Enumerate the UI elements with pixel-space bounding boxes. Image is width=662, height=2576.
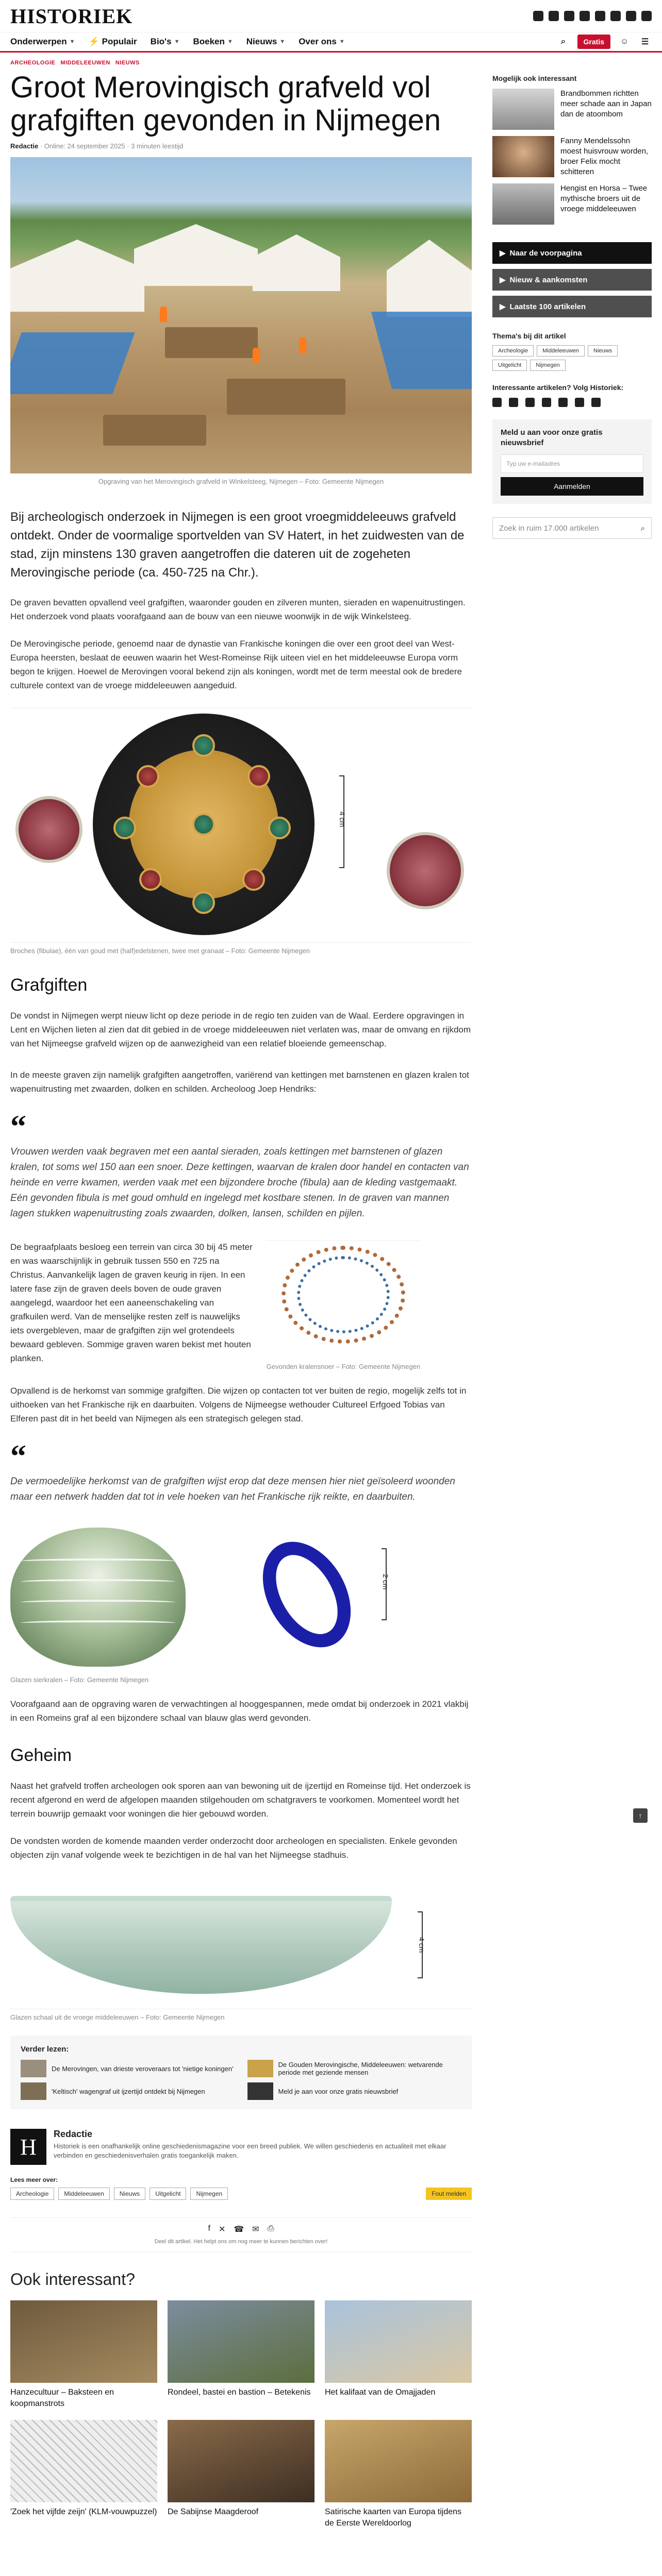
card-title: Satirische kaarten van Europa tijdens de Eerste Wereldoorlog bbox=[325, 2507, 462, 2528]
page-container bbox=[10, 54, 652, 2529]
blue-tarp bbox=[371, 312, 472, 389]
card-image bbox=[325, 2420, 472, 2502]
gold-brooch bbox=[93, 714, 315, 935]
author-name[interactable]: Redactie bbox=[54, 2129, 93, 2139]
email-icon[interactable]: ✉ bbox=[252, 2225, 259, 2234]
further-label: Meld je aan voor onze gratis nieuwsbrief bbox=[278, 2087, 399, 2095]
nav-right bbox=[557, 35, 652, 49]
tiktok-icon[interactable] bbox=[626, 11, 636, 21]
sidebar-article-title: Hengist en Horsa – Twee mythische broers uit de vroege middeleeuwen bbox=[560, 184, 648, 213]
text-with-figure bbox=[10, 1240, 472, 1370]
gem bbox=[139, 868, 162, 891]
pinterest-icon[interactable] bbox=[595, 11, 605, 21]
lightning-icon: ⚡ bbox=[88, 37, 100, 46]
glass-stripe bbox=[21, 1579, 175, 1584]
facebook-icon[interactable] bbox=[492, 398, 502, 407]
nav-over-ons[interactable] bbox=[299, 37, 345, 47]
garnet-brooch bbox=[387, 832, 464, 909]
excavation-tent bbox=[387, 240, 472, 317]
nav-populair[interactable] bbox=[88, 37, 137, 47]
tag-link[interactable]: Nijmegen bbox=[190, 2188, 228, 2200]
paragraph: De vondst in Nijmegen werpt nieuw licht op deze periode in de regio ten zuiden van de Waal. Eerdere opgravingen in Lent en Wijchen lieten al zien dat dit gebied in de vroege middeleeuwen niet verlaten was, maar de omvang en rijkdom van het Nijmeegse grafveld wijzen op de aanwezigheid van een relatief bloeiende gemeenschap. bbox=[10, 1011, 471, 1048]
button-label: Nieuw & aankomsten bbox=[509, 275, 588, 284]
nav-nieuws[interactable] bbox=[246, 37, 285, 47]
author-avatar: H bbox=[10, 2129, 46, 2165]
grave-pit bbox=[103, 415, 206, 446]
sidebar-article[interactable] bbox=[492, 183, 652, 225]
newsletter-email-input[interactable]: Typ uw e-mailadres bbox=[501, 454, 643, 473]
arrow-icon: ▶ bbox=[500, 302, 506, 311]
paragraph: Opvallend is de herkomst van sommige grafgiften. Die wijzen op contacten tot ver buiten de regio, mogelijk zelfs tot in uithoeken van het Frankische rijk en daarbuiten. Volgens de Nijmeegse wethouder Cultureel Erfgoed Tobias van Elferen past dit in het beeld van Nijmegen als een strategisch gelegen stad. bbox=[10, 1386, 467, 1423]
whatsapp-icon[interactable]: ☎ bbox=[234, 2225, 244, 2234]
nav-bios[interactable] bbox=[151, 37, 180, 47]
card-title: Het kalifaat van de Omajjaden bbox=[325, 2388, 436, 2397]
necklace-photo bbox=[266, 1240, 421, 1359]
gem bbox=[113, 817, 136, 839]
main-nav bbox=[0, 32, 662, 53]
nav-label: Boeken bbox=[193, 37, 225, 46]
card-image bbox=[325, 2300, 472, 2383]
chevron-down-icon: ▼ bbox=[279, 39, 286, 45]
further-label: De Merovingen, van drieste veroveraars tot 'nietige koningen' bbox=[52, 2064, 234, 2073]
further-label: 'Keltisch' wagengraf uit ijzertijd ontdekt bij Nijmegen bbox=[52, 2087, 205, 2095]
blockquote: Vrouwen werden vaak begraven met een aantal sieraden, zoals kettingen met barnstenen of glazen kralen, tot soms wel 150 aan een snoer. Deze kettingen, waarvan de kralen door handel en contacten van heinde en verre kwamen, werden vaak met een bijzondere broche (fibula) aan de kleding vastgemaakt. Eén gevonden fibula is met goud omhuld en ingelegd met kostbare stenen. In de graven van mannen lagen stukken wapenuitrusting zoals zwaarden, dolken, lansen, schilden en pijlen. bbox=[10, 1146, 469, 1219]
theme-tag[interactable]: Nieuws bbox=[588, 345, 618, 357]
card-title: Rondeel, bastei en bastion – Betekenis bbox=[168, 2388, 311, 2397]
thumbnail bbox=[21, 2082, 46, 2100]
newsletter-box bbox=[492, 419, 652, 504]
nav-label: Over ons bbox=[299, 37, 337, 46]
print-icon[interactable]: ⎙ bbox=[267, 2224, 274, 2233]
necklace-figure bbox=[266, 1240, 421, 1370]
card-image bbox=[10, 2300, 157, 2383]
sidebar-article-title: Fanny Mendelssohn moest huisvrouw worden, broer Felix mocht schitteren bbox=[560, 137, 649, 176]
share-icons bbox=[10, 2224, 472, 2234]
pinterest-icon[interactable] bbox=[575, 398, 584, 407]
scroll-top-button[interactable]: ↑ bbox=[633, 1808, 648, 1823]
chevron-down-icon: ▼ bbox=[227, 39, 233, 45]
gem bbox=[192, 891, 215, 914]
paragraph: In de meeste graven zijn namelijk grafgiften aangetroffen, variërend van kettingen met barnstenen en glazen kralen tot wapenuitrusting met zwaarden, dolken en schilden. Archeoloog Joep Hendriks: bbox=[10, 1070, 469, 1094]
gem bbox=[247, 765, 270, 788]
linkedin-icon[interactable] bbox=[542, 398, 551, 407]
newsletter-submit-button[interactable]: Aanmelden bbox=[501, 477, 643, 496]
latest-button[interactable] bbox=[492, 296, 652, 317]
search-placeholder: Zoek in ruim 17.000 artikelen bbox=[499, 523, 599, 533]
search-icon[interactable]: ⌕ bbox=[640, 523, 645, 533]
paragraph: Voorafgaand aan de opgraving waren de verwachtingen al hooggespannen, mede omdat bij onderzoek in 2021 vlakbij in een Romeins graf al een bijzondere schaal van blauw glas werd gevonden. bbox=[10, 1699, 469, 1723]
glass-caption: Glazen sierkralen – Foto: Gemeente Nijmegen bbox=[10, 1676, 149, 1684]
brooch-photo bbox=[10, 708, 472, 943]
thumbnail bbox=[21, 2060, 46, 2077]
hero-image bbox=[10, 157, 472, 473]
rss-icon[interactable] bbox=[641, 11, 652, 21]
glass-beads-photo bbox=[10, 1528, 472, 1672]
archaeologist bbox=[253, 348, 260, 363]
article-meta bbox=[10, 142, 472, 150]
read-more-label: Lees meer over: bbox=[10, 2176, 58, 2183]
gem bbox=[137, 765, 159, 788]
facebook-icon[interactable] bbox=[533, 11, 543, 21]
archaeologist bbox=[160, 307, 167, 322]
gem bbox=[268, 817, 291, 839]
garnet-brooch bbox=[15, 796, 82, 863]
menu-icon[interactable]: ☰ bbox=[641, 38, 649, 46]
blue-glass-ring bbox=[245, 1526, 369, 1663]
x-icon[interactable] bbox=[549, 11, 559, 21]
glass-bowl bbox=[10, 1896, 392, 1994]
chevron-down-icon: ▼ bbox=[339, 39, 345, 45]
blue-tarp bbox=[10, 332, 135, 394]
button-label: Laatste 100 artikelen bbox=[509, 302, 586, 311]
related-card[interactable] bbox=[325, 2420, 472, 2529]
new-button[interactable] bbox=[492, 269, 652, 291]
arrow-icon: ▶ bbox=[500, 249, 506, 258]
further-heading: Verder lezen: bbox=[21, 2045, 69, 2054]
grave-pit bbox=[165, 327, 258, 358]
chevron-down-icon: ▼ bbox=[69, 39, 75, 45]
article-main bbox=[10, 54, 472, 2529]
quote-icon: “ bbox=[10, 1109, 26, 1144]
blockquote: De vermoedelijke herkomst van de grafgiften wijst erop dat deze mensen hier niet geïsoleerd woonden maar een netwerk hadden dat tot in vele hoeken van het Frankische rijk reikte, en daarbuiten. bbox=[10, 1476, 455, 1502]
gratis-button[interactable]: Gratis bbox=[577, 35, 610, 49]
further-item[interactable] bbox=[21, 2060, 235, 2077]
chevron-down-icon: ▼ bbox=[174, 39, 180, 45]
nav-label: Bio's bbox=[150, 37, 172, 46]
article-title: Groot Merovingisch grafveld vol grafgiften gevonden in Nijmegen bbox=[10, 71, 441, 137]
gem bbox=[192, 813, 215, 836]
tag-link[interactable]: Uitgelicht bbox=[150, 2188, 186, 2200]
tag-link[interactable]: Archeologie bbox=[10, 2188, 54, 2200]
nav-label: Populair bbox=[102, 37, 137, 46]
paragraph: De vondsten worden de komende maanden verder onderzocht door archeologen en specialisten. Enkele gevonden objecten zijn vanaf volgende week te bezichtigen in de hal van het Nijmeegse stadhuis. bbox=[10, 1836, 457, 1860]
glass-stripe bbox=[21, 1620, 175, 1625]
instagram-icon[interactable] bbox=[525, 398, 535, 407]
category-link[interactable]: ARCHEOLOGIE bbox=[10, 60, 56, 66]
bead-strand bbox=[297, 1256, 390, 1333]
author-box bbox=[10, 2124, 472, 2165]
sidebar-thumbnail bbox=[492, 183, 554, 225]
search-icon[interactable]: ⌕ bbox=[561, 37, 566, 46]
text-column bbox=[10, 1240, 253, 1370]
category-link[interactable]: MIDDELEEUWEN bbox=[60, 60, 110, 66]
rss-icon[interactable] bbox=[591, 398, 601, 407]
glass-bead bbox=[10, 1528, 186, 1667]
article-lead: Bij archeologisch onderzoek in Nijmegen is een groot vroegmiddeleeuws grafveld ontdekt. Onder de voormalige sportvelden van SV Hatert, in het zuidwesten van de stad, zijn minstens 130 graven aangetroffen die dateren uit de zogeheten Merovingische periode (ca. 450-725 na Chr.). bbox=[10, 510, 465, 580]
theme-tag[interactable]: Uitgelicht bbox=[492, 360, 527, 371]
themes-tags bbox=[492, 345, 652, 371]
further-item[interactable] bbox=[247, 2082, 462, 2100]
related-heading: Ook interessant? bbox=[10, 2270, 135, 2289]
linkedin-icon[interactable] bbox=[580, 11, 590, 21]
theme-tag[interactable]: Archeologie bbox=[492, 345, 534, 357]
sidebar-search[interactable] bbox=[492, 517, 652, 539]
paragraph: Naast het grafveld troffen archeologen ook sporen aan van bewoning uit de ijzertijd en Romeinse tijd. Het onderzoek is recent afgerond en werd de afgelopen maanden stilgehouden om schatgravers te voorkomen. Momenteel wordt het terrein bouwrijp gemaakt voor woningen die hier gebouwd worden. bbox=[10, 1781, 471, 1819]
quote-icon: “ bbox=[10, 1439, 26, 1474]
youtube-icon[interactable] bbox=[610, 11, 621, 21]
share-note: Deel dit artikel. Het helpt ons om nog meer te kunnen berichten over! bbox=[154, 2239, 328, 2245]
excavation-tent bbox=[253, 234, 340, 291]
bowl-caption: Glazen schaal uit de vroege middeleeuwen – Foto: Gemeente Nijmegen bbox=[10, 2013, 225, 2021]
account-icon[interactable]: ☺ bbox=[620, 37, 629, 46]
x-icon[interactable]: ✕ bbox=[218, 2225, 226, 2234]
nav-label: Nieuws bbox=[246, 37, 277, 46]
facebook-icon[interactable]: f bbox=[208, 2224, 210, 2233]
related-card[interactable] bbox=[168, 2420, 315, 2529]
sidebar-heading: Mogelijk ook interessant bbox=[492, 74, 577, 82]
archaeologist bbox=[299, 337, 306, 353]
nav-label: Onderwerpen bbox=[10, 37, 67, 46]
grave-pit bbox=[227, 379, 345, 415]
theme-tag[interactable]: Middeleeuwen bbox=[537, 345, 585, 357]
card-image bbox=[168, 2300, 315, 2383]
hero-caption: Opgraving van het Merovingisch grafveld in Winkelsteeg, Nijmegen – Foto: Gemeente Nijmegen bbox=[98, 478, 384, 485]
further-item[interactable] bbox=[21, 2082, 235, 2100]
tag-list bbox=[10, 2188, 472, 2200]
scale-label: 2 cm bbox=[382, 1574, 390, 1590]
tag-link[interactable]: Middeleeuwen bbox=[58, 2188, 109, 2200]
category-link[interactable]: NIEUWS bbox=[115, 60, 140, 66]
site-logo[interactable]: HISTORIEK bbox=[10, 4, 133, 28]
frontpage-button[interactable] bbox=[492, 242, 652, 264]
follow-icons bbox=[492, 398, 652, 407]
related-card[interactable] bbox=[10, 2300, 157, 2410]
further-label: De Gouden Merovingische, Middeleeuwen: wetvarende periode met geziende mensen bbox=[278, 2061, 443, 2076]
tag-link[interactable]: Nieuws bbox=[114, 2188, 145, 2200]
card-title: Hanzecultuur – Baksteen en koopmanstrots bbox=[10, 2388, 114, 2408]
button-label: Naar de voorpagina bbox=[509, 248, 582, 258]
card-image bbox=[10, 2420, 157, 2502]
top-bar bbox=[0, 0, 662, 32]
follow-heading: Interessante artikelen? Volg Historiek: bbox=[492, 383, 624, 392]
paragraph: De Merovingische periode, genoemd naar de dynastie van Frankische koningen die over een groot deel van West-Europa heersten, beslaat de eeuwen waarin het West-Romeinse Rijk uiteen viel en het middeleeuwse Europa vorm begon te krijgen. Hoewel de Merovingen vooral bekend zijn als koningen, wordt met de term meestal ook de bredere culturele context van de vroege middeleeuwen aangeduid. bbox=[10, 639, 462, 690]
section-heading: Geheim bbox=[10, 1745, 72, 1765]
related-card[interactable] bbox=[325, 2300, 472, 2410]
author-info bbox=[54, 2129, 472, 2165]
card-title: 'Zoek het vijfde zeijn' (KLM-vouwpuzzel) bbox=[10, 2507, 157, 2516]
brooch-caption: Broches (fibulae), één van goud met (half)edelstenen, twee met granaat – Foto: Gemeente Nijmegen bbox=[10, 947, 310, 955]
sidebar-article[interactable] bbox=[492, 136, 652, 177]
related-card[interactable] bbox=[168, 2300, 315, 2410]
paragraph: De graven bevatten opvallend veel grafgiften, waaronder gouden en zilveren munten, sieraden en wapenuitrustingen. Het onderzoek vond plaats voorafgaand aan de bouw van een nieuwe woonwijk in de wijk Winkelsteeg. bbox=[10, 598, 466, 621]
glass-stripe bbox=[21, 1600, 175, 1605]
category-tags bbox=[10, 60, 472, 66]
newsletter-heading: Meld u aan voor onze gratis nieuwsbrief bbox=[501, 428, 603, 447]
card-title: De Sabijnse Maagderoof bbox=[168, 2507, 259, 2516]
report-error-button[interactable]: Fout melden bbox=[426, 2188, 472, 2200]
meta-text: · Online: 24 september 2025 · 3 minuten leestijd bbox=[40, 142, 184, 150]
x-icon[interactable] bbox=[509, 398, 518, 407]
glass-stripe bbox=[21, 1558, 175, 1564]
excavation-tent bbox=[10, 240, 144, 312]
thumbnail bbox=[247, 2082, 273, 2100]
social-links bbox=[533, 11, 652, 21]
theme-tag[interactable]: Nijmegen bbox=[530, 360, 565, 371]
further-grid bbox=[21, 2060, 461, 2100]
further-item[interactable] bbox=[247, 2060, 462, 2077]
gem bbox=[242, 868, 265, 891]
section-heading: Grafgiften bbox=[10, 975, 88, 995]
further-reading bbox=[10, 2036, 472, 2109]
related-card[interactable] bbox=[10, 2420, 157, 2529]
card-image bbox=[168, 2420, 315, 2502]
share-bar bbox=[10, 2217, 472, 2252]
necklace-caption: Gevonden kralensnoer – Foto: Gemeente Nijmegen bbox=[266, 1363, 421, 1370]
author-bio: Historiek is een onafhankelijk online geschiedenismagazine voor een breed publiek. We willen geschiedenis en actualiteit met elkaar verbinden en geschiedenisverhalen gratis toegankelijk maken. bbox=[54, 2142, 446, 2159]
sidebar-article-title: Brandbommen richtten meer schade aan in Japan dan de atoombom bbox=[560, 89, 652, 118]
themes-heading: Thema's bij dit artikel bbox=[492, 332, 566, 340]
sidebar-thumbnail bbox=[492, 136, 554, 177]
author-link[interactable]: Redactie bbox=[10, 142, 39, 150]
related-cards bbox=[10, 2300, 472, 2529]
arrow-icon: ▶ bbox=[500, 276, 506, 284]
instagram-icon[interactable] bbox=[564, 11, 574, 21]
scale-label: 4 cm bbox=[418, 1937, 426, 1953]
glass-bowl-photo bbox=[10, 1880, 472, 2009]
nav-boeken[interactable] bbox=[193, 37, 233, 47]
sidebar-article[interactable] bbox=[492, 89, 652, 130]
sidebar-thumbnail bbox=[492, 89, 554, 130]
paragraph: De begraafplaats besloeg een terrein van circa 30 bij 45 meter en was waarschijnlijk in gebruik tussen 550 en 725 na Christus. Aanvankelijk lagen de graven keurig in rijen. In een latere fase zijn de graven deels boven de oude graven aangelegd, waardoor het een aaneenschakeling van grafkuilen werd. Van de menselijke resten zelf is nauwelijks iets overgebleven, maar de grafgiften zijn wel grotendeels bewaard gebleven. Sommige graven waren bekist met houten planken. bbox=[10, 1242, 253, 1363]
scale-label: 4 cm bbox=[338, 811, 346, 827]
thumbnail bbox=[247, 2060, 273, 2077]
gem bbox=[192, 734, 215, 757]
youtube-icon[interactable] bbox=[558, 398, 568, 407]
excavation-tent bbox=[134, 224, 258, 286]
sidebar bbox=[492, 54, 652, 2529]
nav-onderwerpen[interactable] bbox=[10, 37, 75, 47]
